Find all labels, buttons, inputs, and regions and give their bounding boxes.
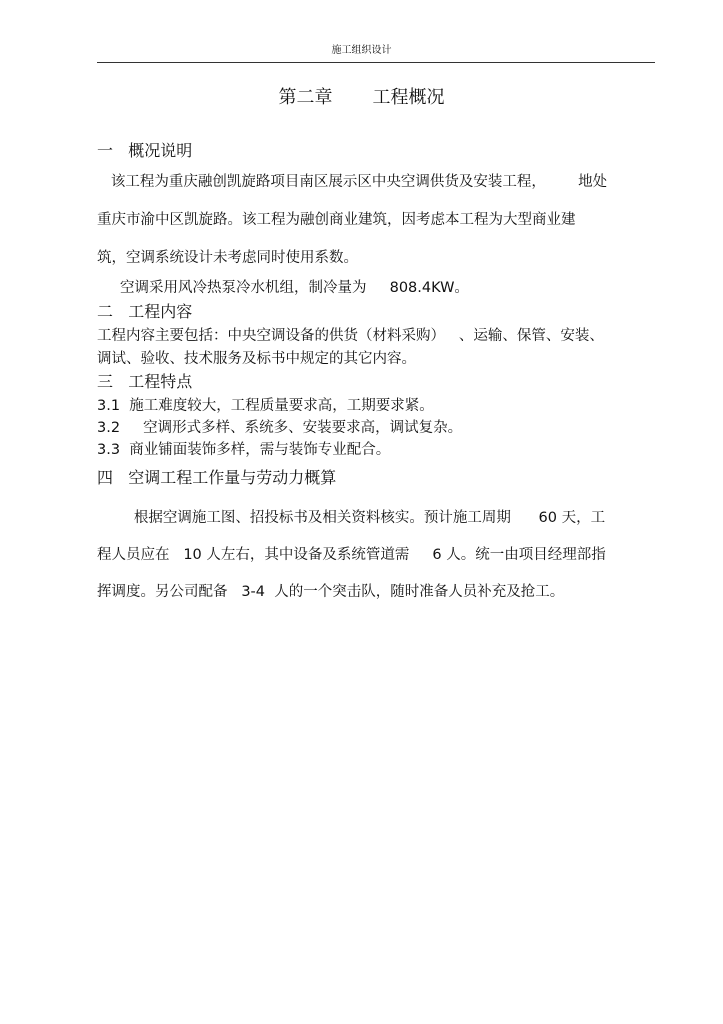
chapter-title: 第二章 工程概况: [278, 87, 445, 108]
header-rule: [97, 62, 655, 63]
section-4-line-2: 程人员应在 10 人左右，其中设备及系统管道需 6 人。统一由项目经理部指: [97, 547, 606, 563]
section-1-line-1: 该工程为重庆融创凯旋路项目南区展示区中央空调供货及安装工程， 地处: [97, 174, 608, 190]
section-2-title: 二 工程内容: [97, 302, 193, 321]
section-3-line-2: 3.2 空调形式多样、系统多、安装要求高，调试复杂。: [97, 420, 463, 436]
section-3-line-3: 3.3 商业铺面装饰多样，需与装饰专业配合。: [97, 442, 391, 458]
section-1-line-4: 空调采用风冷热泵冷水机组，制冷量为 808.4KW。: [97, 280, 469, 296]
section-2-line-2: 调试、验收、技术服务及标书中规定的其它内容。: [97, 351, 416, 367]
running-header-title: 施工组织设计: [331, 45, 392, 56]
section-4-line-3: 挥调度。另公司配备 3-4 人的一个突击队，随时准备人员补充及抢工。: [97, 584, 565, 600]
section-2-line-1: 工程内容主要包括：中央空调设备的供货（材料采购） 、运输、保管、安装、: [97, 328, 604, 344]
section-1-line-3: 筑，空调系统设计未考虑同时使用系数。: [97, 250, 358, 266]
section-1-line-2: 重庆市渝中区凯旋路。该工程为融创商业建筑，因考虑本工程为大型商业建: [97, 212, 576, 228]
section-3-title: 三 工程特点: [97, 372, 193, 391]
section-4-line-1: 根据空调施工图、招投标书及相关资料核实。预计施工周期 60 天，工: [97, 510, 606, 526]
section-4-title: 四 空调工程工作量与劳动力概算: [97, 468, 337, 487]
section-3-line-1: 3.1 施工难度较大，工程质量要求高，工期要求紧。: [97, 398, 434, 414]
section-1-title: 一 概况说明: [97, 141, 193, 160]
